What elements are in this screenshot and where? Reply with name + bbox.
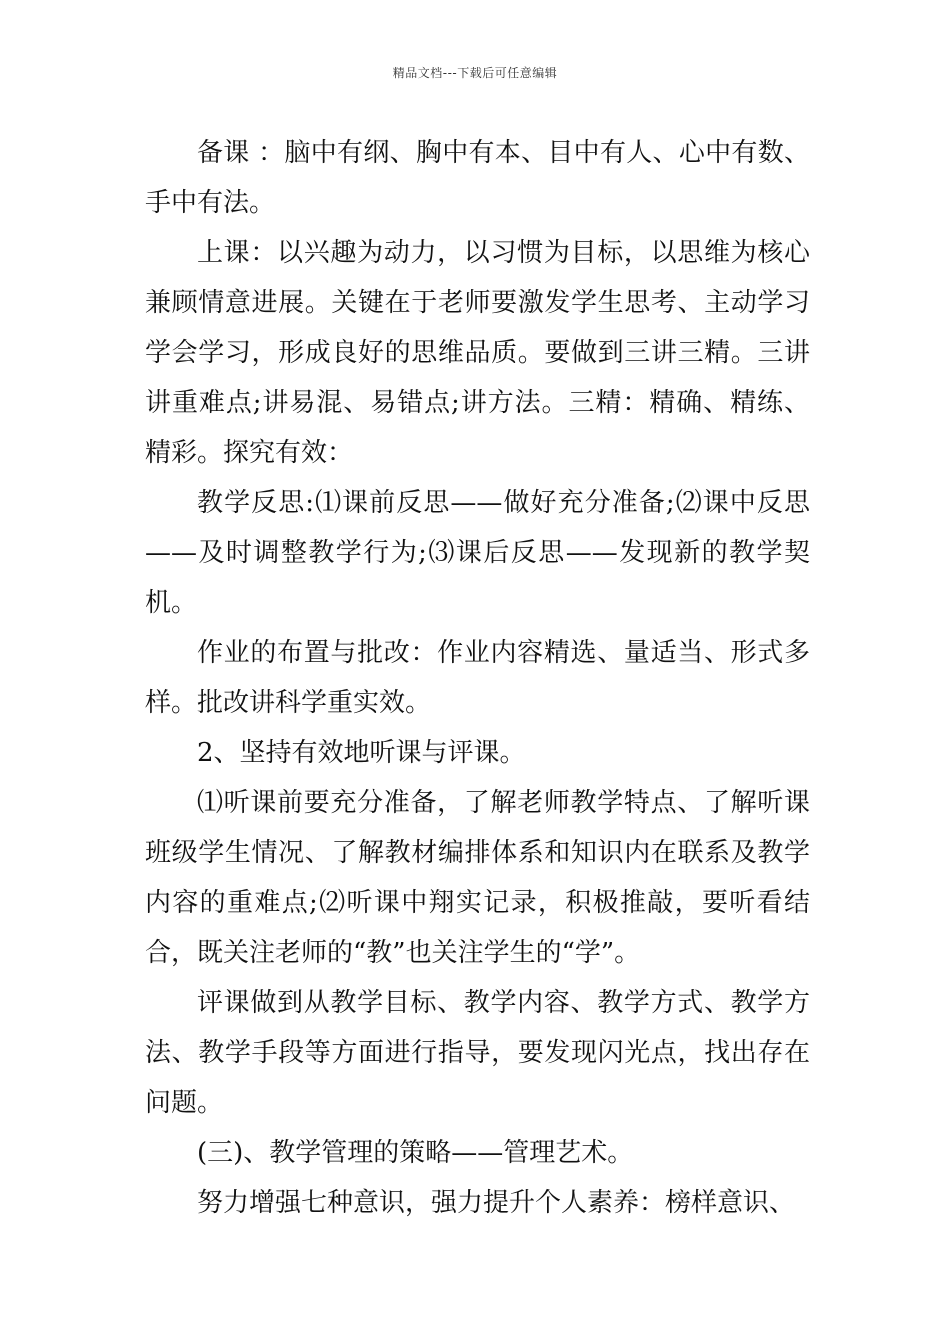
page-header: 精品文档---下载后可任意编辑: [392, 66, 558, 80]
document-body: [145, 128, 810, 1228]
paragraph-lesson-evaluation: 评课做到从教学目标、教学内容、教学方式、教学方法、教学手段等方面进行指导，要发现闪光点，找出存在问题。: [145, 988, 810, 1118]
paragraph-class-teaching: 上课：以兴趣为动力，以习惯为目标，以思维为核心兼顾情意进展。关键在于老师要激发学生思考、主动学习学会学习，形成良好的思维品质。要做到三讲三精。三讲讲重难点;讲易混、易错点;讲方法。三精：精确、精练、精彩。探究有效：: [145, 238, 810, 468]
paragraph-homework: 作业的布置与批改：作业内容精选、量适当、形式多样。批改讲科学重实效。: [145, 638, 810, 718]
paragraph-seven-awareness: 努力增强七种意识，强力提升个人素养：榜样意识、: [197, 1188, 796, 1218]
paragraph-teaching-reflection: 教学反思:⑴课前反思——做好充分准备;⑵课中反思——及时调整教学行为;⑶课后反思——发现新的教学契机。: [145, 488, 810, 618]
paragraph-section-3-heading: (三)、教学管理的策略——管理艺术。: [197, 1138, 634, 1168]
paragraph-lesson-prep: 备课 ：脑中有纲、胸中有本、目中有人、心中有数、手中有法。: [145, 138, 810, 218]
paragraph-section-2-heading: 2、坚持有效地听课与评课。: [197, 738, 526, 768]
paragraph-lesson-observation: ⑴听课前要充分准备，了解老师教学特点、了解听课班级学生情况、了解教材编排体系和知识内在联系及教学内容的重难点;⑵听课中翔实记录，积极推敲，要听看结合，既关注老师的“教”也关注学生的“学”。: [145, 788, 810, 968]
